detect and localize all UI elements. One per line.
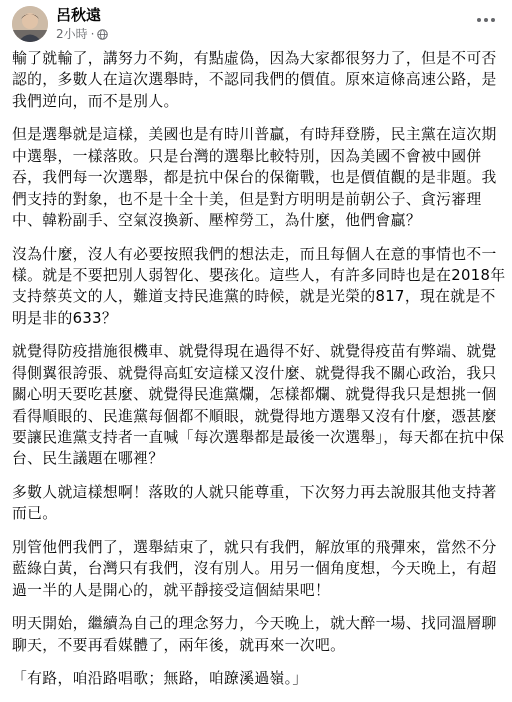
meta-separator: · bbox=[90, 27, 95, 41]
more-dot bbox=[491, 18, 495, 22]
post-meta bbox=[56, 26, 108, 42]
post-paragraph: 明天開始，繼續為自己的理念努力，今天晚上，就大醉一場、找同溫層聊聊天，不要再看媒體了，兩年後，就再來一次吧。 bbox=[12, 615, 497, 654]
post-paragraph: 輸了就輸了，講努力不夠，有點虛偽，因為大家都很努力了，但是不可否認的，多數人在這次選舉時，不認同我們的價值。原來這條高速公路，是我們逆向，而不是別人。 bbox=[12, 50, 497, 110]
more-dot bbox=[477, 18, 481, 22]
globe-icon[interactable] bbox=[97, 29, 108, 40]
post-paragraph: 「有路，咱沿路唱歌；無路，咱蹽溪過嶺。」 bbox=[12, 670, 308, 688]
post-paragraph: 別管他們我們了，選舉結束了，就只有我們，解放軍的飛彈來，當然不分藍綠白黃，台灣只有我們，沒有別人。用另一個角度想，今天晚上，有超過一半的人是開心的，就平靜接受這個結果吧！ bbox=[12, 539, 497, 599]
post-paragraph: 沒為什麼，沒人有必要按照我們的想法走，而且每個人在意的事情也不一樣。就是不要把別人弱智化、嬰孩化。這些人，有許多同時也是在2018年支持蔡英文的人，難道支持民進黨的時候，就是光榮的817，現在就是不明是非的633？ bbox=[12, 245, 506, 327]
post-header bbox=[0, 0, 512, 50]
more-dot bbox=[484, 18, 488, 22]
post-paragraph: 多數人就這樣想啊！落敗的人就只能尊重，下次努力再去說服其他支持著而已。 bbox=[12, 484, 497, 523]
post-body bbox=[12, 48, 506, 702]
post-timestamp[interactable]: 2小時 bbox=[56, 27, 88, 41]
more-options-icon[interactable] bbox=[472, 10, 500, 30]
author-name[interactable]: 呂秋遠 bbox=[56, 6, 102, 24]
avatar-image bbox=[12, 6, 48, 42]
post-paragraph: 就覺得防疫措施很機車、就覺得現在過得不好、就覺得疫苗有弊端、就覺得側翼很誇張、就覺得高虹安這樣又沒什麼、就覺得我不關心政治，我只關心明天要吃甚麼、就覺得民進黨爛，怎樣都爛、就覺得我只是想挑一個看得順眼的、民進黨每個都不順眼，就覺得地方選舉又沒有什麼，憑甚麼要讓民進黨支持者一直喊「每次選舉都是最後一次選舉」，每天都在抗中保台、民生議題在哪裡？ bbox=[12, 343, 505, 468]
post-paragraph: 但是選舉就是這樣，美國也是有時川普贏，有時拜登勝，民主黨在這次期中選舉，一樣落敗。只是台灣的選舉比較特別，因為美國不會被中國併吞，我們每一次選舉，都是抗中保台的保衛戰，也是價值觀的是非題。我們支持的對象，也不是十全十美，但是對方明明是前朝公子、貪污審理中、韓粉副手、空氣沒換新、壓榨勞工，為什麼，他們會贏？ bbox=[12, 126, 497, 230]
author-avatar[interactable] bbox=[12, 6, 48, 42]
